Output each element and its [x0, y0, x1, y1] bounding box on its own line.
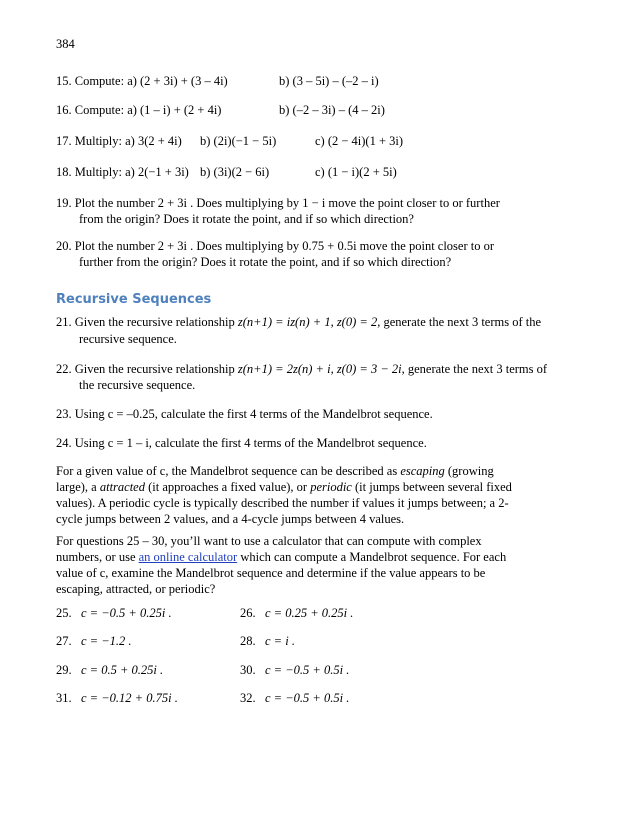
problem-number: 27. — [56, 634, 72, 648]
c-value: c = −1.2 . — [81, 634, 132, 648]
term-attracted: attracted — [99, 480, 145, 494]
paragraph-line: escaping, attracted, or periodic? — [56, 582, 216, 596]
problem-number: 20. — [56, 239, 72, 253]
problem-part-a: a) (1 – i) + (2 + 4i) — [127, 103, 222, 117]
problem-text: Plot the number 2 + 3i . Does multiplying by 0.75 + 0.5i move the point closer to or — [74, 239, 495, 253]
problem-19 — [56, 195, 500, 211]
c-value: c = i . — [265, 634, 295, 648]
problem-number: 23. — [56, 407, 72, 421]
problem-22-line-2: the recursive sequence. — [79, 378, 196, 392]
problem-number: 19. — [56, 196, 72, 210]
problem-27 — [56, 633, 132, 649]
c-value: c = 0.5 + 0.25i . — [81, 663, 164, 677]
problem-text: Using c = –0.25, calculate the first 4 terms of the Mandelbrot sequence. — [74, 407, 433, 421]
problem-label: Multiply: — [74, 165, 122, 179]
problem-17-part-c: c) (2 − 4i)(1 + 3i) — [315, 134, 404, 148]
problem-number: 18. — [56, 165, 72, 179]
problem-number: 31. — [56, 691, 72, 705]
problem-20-line-2: further from the origin? Does it rotate the point, and if so which direction? — [79, 255, 452, 269]
problem-25 — [56, 605, 172, 621]
problem-text: Plot the number 2 + 3i . Does multiplying by 1 − i move the point closer to or further — [74, 196, 500, 210]
problem-17 — [56, 133, 182, 149]
c-value: c = −0.12 + 0.75i . — [81, 691, 178, 705]
problem-part-a: a) 3(2 + 4i) — [125, 134, 182, 148]
problem-part-a: a) 2(−1 + 3i) — [125, 165, 189, 179]
problem-number: 15. — [56, 74, 72, 88]
problem-20 — [56, 238, 494, 254]
problem-32 — [240, 690, 349, 706]
term-periodic: periodic — [310, 480, 352, 494]
c-value: c = −0.5 + 0.5i . — [265, 691, 350, 705]
paragraph-line: values). A periodic cycle is typically described the number if values it jumps between; a 2- — [56, 496, 509, 510]
problem-number: 30. — [240, 663, 256, 677]
problem-number: 17. — [56, 134, 72, 148]
problem-16-part-b: b) (–2 – 3i) – (4 – 2i) — [279, 103, 385, 117]
problem-label: Compute: — [74, 103, 125, 117]
problem-number: 28. — [240, 634, 256, 648]
problem-text: Given the recursive relationship — [74, 315, 235, 329]
problem-text: , generate the next 3 terms of the — [377, 315, 542, 329]
c-value: c = −0.5 + 0.5i . — [265, 663, 350, 677]
problem-15 — [56, 73, 228, 89]
problem-24 — [56, 435, 427, 451]
problem-30 — [240, 662, 349, 678]
problem-number: 22. — [56, 362, 72, 376]
problem-number: 16. — [56, 103, 72, 117]
page-number: 384 — [56, 37, 75, 51]
recursive-equation: z(n+1) = 2z(n) + i, z(0) = 3 − 2i — [237, 362, 402, 376]
problem-17-part-b: b) (2i)(−1 − 5i) — [200, 134, 277, 148]
problem-29 — [56, 662, 163, 678]
section-heading: Recursive Sequences — [56, 292, 212, 307]
problem-number: 21. — [56, 315, 72, 329]
problem-number: 29. — [56, 663, 72, 677]
online-calculator-link[interactable]: an online calculator — [138, 550, 238, 564]
problem-18 — [56, 164, 189, 180]
problem-19-line-2: from the origin? Does it rotate the point, and if so which direction? — [79, 212, 414, 226]
paragraph-line: large), a attracted (it approaches a fixed value), or periodic (it jumps between several fixed — [56, 480, 512, 494]
problem-31 — [56, 690, 178, 706]
problem-21 — [56, 314, 541, 330]
c-value: c = −0.5 + 0.25i . — [81, 606, 172, 620]
problem-28 — [240, 633, 295, 649]
term-escaping: escaping — [400, 464, 445, 478]
mandelbrot-description — [56, 463, 526, 527]
problem-text: Given the recursive relationship — [74, 362, 235, 376]
problem-18-part-b: b) (3i)(2 − 6i) — [200, 165, 270, 179]
problem-16 — [56, 102, 221, 118]
problem-number: 26. — [240, 606, 256, 620]
problem-number: 32. — [240, 691, 256, 705]
problem-26 — [240, 605, 353, 621]
calculator-instructions — [56, 533, 526, 597]
problem-part-a: a) (2 + 3i) + (3 – 4i) — [127, 74, 228, 88]
paragraph-line: For questions 25 – 30, you’ll want to use a calculator that can compute with complex — [56, 534, 482, 548]
paragraph-line: cycle jumps between 2 values, and a 4-cycle jumps between 4 values. — [56, 512, 405, 526]
paragraph-line: For a given value of c, the Mandelbrot sequence can be described as escaping (growing — [56, 464, 494, 478]
c-value: c = 0.25 + 0.25i . — [265, 606, 354, 620]
paragraph-line: value of c, examine the Mandelbrot sequence and determine if the value appears to be — [56, 566, 486, 580]
problem-15-part-b: b) (3 – 5i) – (–2 – i) — [279, 74, 379, 88]
problem-text: , generate the next 3 terms of — [401, 362, 548, 376]
problem-23 — [56, 406, 433, 422]
problem-18-part-c: c) (1 − i)(2 + 5i) — [315, 165, 397, 179]
problem-label: Compute: — [74, 74, 125, 88]
recursive-equation: z(n+1) = iz(n) + 1, z(0) = 2 — [237, 315, 378, 329]
paragraph-line: numbers, or use an online calculator which can compute a Mandelbrot sequence. For each — [56, 550, 507, 564]
problem-22 — [56, 361, 547, 377]
problem-label: Multiply: — [74, 134, 122, 148]
problem-21-line-2: recursive sequence. — [79, 332, 177, 346]
problem-text: Using c = 1 – i, calculate the first 4 terms of the Mandelbrot sequence. — [74, 436, 427, 450]
problem-number: 25. — [56, 606, 72, 620]
problem-number: 24. — [56, 436, 72, 450]
